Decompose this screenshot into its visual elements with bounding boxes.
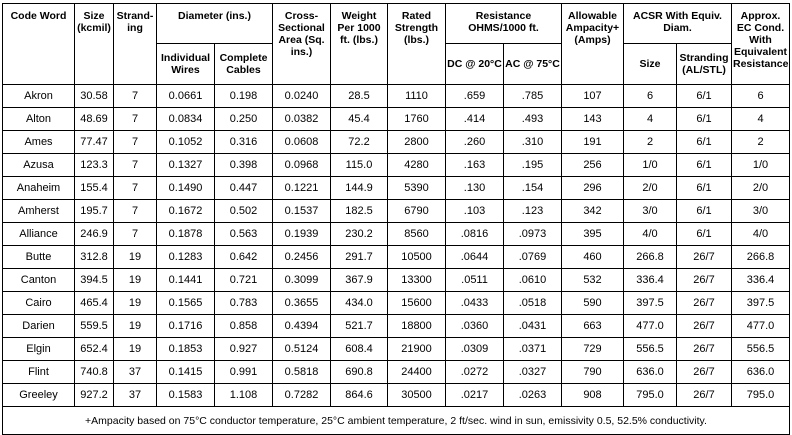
cell-acsr-size: 336.4 (624, 269, 677, 292)
cell-rated-strength: 4280 (388, 154, 446, 177)
cell-dc-resistance: .103 (446, 200, 504, 223)
cell-cross-sectional-area: 0.7282 (273, 384, 331, 407)
cell-ec-cond: 3/0 (732, 200, 790, 223)
cell-individual-wires: 0.1878 (157, 223, 215, 246)
cell-rated-strength: 8560 (388, 223, 446, 246)
cell-ec-cond: 336.4 (732, 269, 790, 292)
header-rated-strength: Rated Strength (lbs.) (388, 4, 446, 85)
conductor-spec-document (2, 3, 789, 427)
cell-size: 740.8 (75, 361, 114, 384)
header-ampacity: Allowable Ampacity+ (Amps) (562, 4, 624, 85)
cell-stranding: 7 (114, 131, 157, 154)
table-footer (3, 407, 790, 435)
cell-ec-cond: 636.0 (732, 361, 790, 384)
cell-complete-cables: 0.398 (215, 154, 273, 177)
cell-ec-cond: 795.0 (732, 384, 790, 407)
cell-code-word: Canton (3, 269, 75, 292)
cell-acsr-stranding: 6/1 (677, 177, 732, 200)
cell-acsr-size: 6 (624, 85, 677, 108)
cell-complete-cables: 1.108 (215, 384, 273, 407)
table-row (3, 108, 790, 131)
cell-ec-cond: 477.0 (732, 315, 790, 338)
cell-individual-wires: 0.1490 (157, 177, 215, 200)
cell-rated-strength: 2800 (388, 131, 446, 154)
cell-weight: 72.2 (331, 131, 388, 154)
header-diameter: Diameter (ins.) (157, 4, 273, 44)
cell-ampacity: 395 (562, 223, 624, 246)
cell-weight: 521.7 (331, 315, 388, 338)
table-body (3, 85, 790, 407)
cell-ac-resistance: .195 (504, 154, 562, 177)
cell-size: 48.69 (75, 108, 114, 131)
cell-complete-cables: 0.502 (215, 200, 273, 223)
cell-ac-resistance: .0327 (504, 361, 562, 384)
cell-individual-wires: 0.1853 (157, 338, 215, 361)
header-acsr-size: Size (624, 44, 677, 85)
cell-size: 246.9 (75, 223, 114, 246)
cell-acsr-size: 636.0 (624, 361, 677, 384)
cell-acsr-stranding: 6/1 (677, 108, 732, 131)
cell-individual-wires: 0.0661 (157, 85, 215, 108)
table-row (3, 361, 790, 384)
cell-cross-sectional-area: 0.2456 (273, 246, 331, 269)
cell-dc-resistance: .0644 (446, 246, 504, 269)
header-size: Size (kcmil) (75, 4, 114, 85)
cell-ac-resistance: .785 (504, 85, 562, 108)
cell-rated-strength: 10500 (388, 246, 446, 269)
cell-size: 195.7 (75, 200, 114, 223)
cell-code-word: Elgin (3, 338, 75, 361)
table-row (3, 269, 790, 292)
cell-weight: 45.4 (331, 108, 388, 131)
cell-ampacity: 590 (562, 292, 624, 315)
cell-size: 465.4 (75, 292, 114, 315)
cell-individual-wires: 0.1583 (157, 384, 215, 407)
footnote: +Ampacity based on 75°C conductor temperature, 25°C ambient temperature, 2 ft/sec. wind in sun, emissivity 0.5, 52.5% conductivity. (3, 407, 790, 435)
header-complete-cables: Complete Cables (215, 44, 273, 85)
cell-acsr-stranding: 6/1 (677, 85, 732, 108)
table-row (3, 200, 790, 223)
cell-complete-cables: 0.858 (215, 315, 273, 338)
cell-size: 394.5 (75, 269, 114, 292)
cell-ac-resistance: .123 (504, 200, 562, 223)
cell-size: 77.47 (75, 131, 114, 154)
cell-ampacity: 296 (562, 177, 624, 200)
cell-individual-wires: 0.1565 (157, 292, 215, 315)
cell-weight: 144.9 (331, 177, 388, 200)
cell-weight: 367.9 (331, 269, 388, 292)
cell-complete-cables: 0.447 (215, 177, 273, 200)
cell-acsr-size: 1/0 (624, 154, 677, 177)
cell-stranding: 7 (114, 108, 157, 131)
cell-individual-wires: 0.1283 (157, 246, 215, 269)
cell-ampacity: 663 (562, 315, 624, 338)
cell-size: 927.2 (75, 384, 114, 407)
cell-code-word: Alliance (3, 223, 75, 246)
cell-rated-strength: 30500 (388, 384, 446, 407)
cell-ac-resistance: .154 (504, 177, 562, 200)
cell-acsr-stranding: 26/7 (677, 269, 732, 292)
header-dc: DC @ 20°C (446, 44, 504, 85)
table-row (3, 292, 790, 315)
cell-complete-cables: 0.316 (215, 131, 273, 154)
table-row (3, 246, 790, 269)
cell-acsr-stranding: 26/7 (677, 292, 732, 315)
cell-ampacity: 107 (562, 85, 624, 108)
cell-complete-cables: 0.927 (215, 338, 273, 361)
cell-cross-sectional-area: 0.4394 (273, 315, 331, 338)
cell-ec-cond: 556.5 (732, 338, 790, 361)
conductor-spec-table (2, 3, 790, 435)
cell-acsr-stranding: 26/7 (677, 246, 732, 269)
cell-rated-strength: 13300 (388, 269, 446, 292)
cell-dc-resistance: .414 (446, 108, 504, 131)
table-row (3, 223, 790, 246)
cell-rated-strength: 1110 (388, 85, 446, 108)
cell-ec-cond: 1/0 (732, 154, 790, 177)
cell-acsr-size: 3/0 (624, 200, 677, 223)
cell-cross-sectional-area: 0.5818 (273, 361, 331, 384)
cell-dc-resistance: .0511 (446, 269, 504, 292)
cell-complete-cables: 0.991 (215, 361, 273, 384)
cell-acsr-size: 477.0 (624, 315, 677, 338)
cell-dc-resistance: .0433 (446, 292, 504, 315)
cell-code-word: Azusa (3, 154, 75, 177)
cell-rated-strength: 6790 (388, 200, 446, 223)
header-weight: Weight Per 1000 ft. (lbs.) (331, 4, 388, 85)
cell-stranding: 7 (114, 154, 157, 177)
cell-size: 155.4 (75, 177, 114, 200)
table-row (3, 177, 790, 200)
cell-acsr-size: 2/0 (624, 177, 677, 200)
cell-cross-sectional-area: 0.1221 (273, 177, 331, 200)
header-resistance: Resistance OHMS/1000 ft. (446, 4, 562, 44)
cell-ampacity: 256 (562, 154, 624, 177)
cell-size: 123.3 (75, 154, 114, 177)
header-acsr: ACSR With Equiv. Diam. (624, 4, 732, 44)
table-row (3, 154, 790, 177)
cell-stranding: 37 (114, 384, 157, 407)
cell-cross-sectional-area: 0.0240 (273, 85, 331, 108)
cell-ac-resistance: .0610 (504, 269, 562, 292)
cell-cross-sectional-area: 0.0968 (273, 154, 331, 177)
cell-ac-resistance: .0371 (504, 338, 562, 361)
cell-individual-wires: 0.0834 (157, 108, 215, 131)
cell-dc-resistance: .0360 (446, 315, 504, 338)
cell-acsr-stranding: 26/7 (677, 315, 732, 338)
cell-cross-sectional-area: 0.0608 (273, 131, 331, 154)
cell-cross-sectional-area: 0.3655 (273, 292, 331, 315)
table-row (3, 85, 790, 108)
cell-stranding: 19 (114, 246, 157, 269)
cell-individual-wires: 0.1441 (157, 269, 215, 292)
cell-acsr-stranding: 26/7 (677, 384, 732, 407)
header-acsr-stranding: Stranding (AL/STL) (677, 44, 732, 85)
header-ac: AC @ 75°C (504, 44, 562, 85)
header-code-word: Code Word (3, 4, 75, 85)
cell-acsr-size: 556.5 (624, 338, 677, 361)
cell-ac-resistance: .0769 (504, 246, 562, 269)
cell-code-word: Anaheim (3, 177, 75, 200)
table-row (3, 315, 790, 338)
cell-acsr-stranding: 6/1 (677, 200, 732, 223)
cell-dc-resistance: .0217 (446, 384, 504, 407)
cell-acsr-size: 397.5 (624, 292, 677, 315)
cell-acsr-stranding: 6/1 (677, 223, 732, 246)
cell-complete-cables: 0.783 (215, 292, 273, 315)
cell-code-word: Alton (3, 108, 75, 131)
cell-ampacity: 143 (562, 108, 624, 131)
table-header (3, 4, 790, 85)
cell-ac-resistance: .0263 (504, 384, 562, 407)
cell-code-word: Butte (3, 246, 75, 269)
cell-stranding: 7 (114, 223, 157, 246)
cell-dc-resistance: .659 (446, 85, 504, 108)
cell-ampacity: 342 (562, 200, 624, 223)
cell-dc-resistance: .260 (446, 131, 504, 154)
cell-code-word: Cairo (3, 292, 75, 315)
cell-stranding: 19 (114, 338, 157, 361)
cell-complete-cables: 0.250 (215, 108, 273, 131)
cell-stranding: 19 (114, 315, 157, 338)
cell-cross-sectional-area: 0.1939 (273, 223, 331, 246)
cell-weight: 864.6 (331, 384, 388, 407)
cell-acsr-size: 266.8 (624, 246, 677, 269)
cell-ac-resistance: .310 (504, 131, 562, 154)
cell-rated-strength: 21900 (388, 338, 446, 361)
cell-complete-cables: 0.721 (215, 269, 273, 292)
cell-acsr-size: 795.0 (624, 384, 677, 407)
cell-weight: 115.0 (331, 154, 388, 177)
cell-ac-resistance: .0973 (504, 223, 562, 246)
cell-cross-sectional-area: 0.0382 (273, 108, 331, 131)
cell-ac-resistance: .493 (504, 108, 562, 131)
cell-code-word: Greeley (3, 384, 75, 407)
cell-ac-resistance: .0518 (504, 292, 562, 315)
header-individual-wires: Individual Wires (157, 44, 215, 85)
cell-stranding: 7 (114, 200, 157, 223)
table-row (3, 131, 790, 154)
cell-ec-cond: 4 (732, 108, 790, 131)
cell-weight: 182.5 (331, 200, 388, 223)
cell-weight: 291.7 (331, 246, 388, 269)
cell-weight: 608.4 (331, 338, 388, 361)
cell-dc-resistance: .130 (446, 177, 504, 200)
header-cross-sectional-area: Cross-Sectional Area (Sq. ins.) (273, 4, 331, 85)
cell-weight: 28.5 (331, 85, 388, 108)
cell-stranding: 7 (114, 85, 157, 108)
header-ec-cond: Approx. EC Cond. With Equivalent Resistance (732, 4, 790, 85)
cell-cross-sectional-area: 0.1537 (273, 200, 331, 223)
cell-weight: 434.0 (331, 292, 388, 315)
cell-size: 652.4 (75, 338, 114, 361)
cell-rated-strength: 18800 (388, 315, 446, 338)
cell-code-word: Darien (3, 315, 75, 338)
cell-ec-cond: 266.8 (732, 246, 790, 269)
header-stranding: Strand-ing (114, 4, 157, 85)
cell-ampacity: 908 (562, 384, 624, 407)
cell-individual-wires: 0.1672 (157, 200, 215, 223)
cell-individual-wires: 0.1415 (157, 361, 215, 384)
cell-size: 30.58 (75, 85, 114, 108)
table-row (3, 338, 790, 361)
cell-code-word: Amherst (3, 200, 75, 223)
cell-weight: 230.2 (331, 223, 388, 246)
cell-stranding: 19 (114, 269, 157, 292)
cell-code-word: Ames (3, 131, 75, 154)
cell-size: 559.5 (75, 315, 114, 338)
cell-stranding: 7 (114, 177, 157, 200)
cell-complete-cables: 0.642 (215, 246, 273, 269)
cell-dc-resistance: .0309 (446, 338, 504, 361)
cell-ec-cond: 2 (732, 131, 790, 154)
cell-ec-cond: 2/0 (732, 177, 790, 200)
cell-cross-sectional-area: 0.3099 (273, 269, 331, 292)
cell-dc-resistance: .0816 (446, 223, 504, 246)
cell-ampacity: 729 (562, 338, 624, 361)
cell-size: 312.8 (75, 246, 114, 269)
cell-acsr-size: 2 (624, 131, 677, 154)
cell-individual-wires: 0.1052 (157, 131, 215, 154)
cell-rated-strength: 1760 (388, 108, 446, 131)
cell-acsr-size: 4/0 (624, 223, 677, 246)
cell-complete-cables: 0.198 (215, 85, 273, 108)
cell-stranding: 19 (114, 292, 157, 315)
cell-ampacity: 191 (562, 131, 624, 154)
cell-ac-resistance: .0431 (504, 315, 562, 338)
cell-ampacity: 532 (562, 269, 624, 292)
cell-acsr-size: 4 (624, 108, 677, 131)
cell-acsr-stranding: 6/1 (677, 131, 732, 154)
cell-code-word: Flint (3, 361, 75, 384)
cell-cross-sectional-area: 0.5124 (273, 338, 331, 361)
cell-ampacity: 460 (562, 246, 624, 269)
cell-dc-resistance: .163 (446, 154, 504, 177)
cell-dc-resistance: .0272 (446, 361, 504, 384)
cell-ec-cond: 6 (732, 85, 790, 108)
cell-complete-cables: 0.563 (215, 223, 273, 246)
cell-rated-strength: 15600 (388, 292, 446, 315)
cell-rated-strength: 24400 (388, 361, 446, 384)
cell-ec-cond: 397.5 (732, 292, 790, 315)
cell-code-word: Akron (3, 85, 75, 108)
cell-ec-cond: 4/0 (732, 223, 790, 246)
table-row (3, 384, 790, 407)
cell-rated-strength: 5390 (388, 177, 446, 200)
cell-ampacity: 790 (562, 361, 624, 384)
cell-stranding: 37 (114, 361, 157, 384)
cell-individual-wires: 0.1716 (157, 315, 215, 338)
cell-acsr-stranding: 26/7 (677, 361, 732, 384)
cell-acsr-stranding: 6/1 (677, 154, 732, 177)
cell-individual-wires: 0.1327 (157, 154, 215, 177)
cell-acsr-stranding: 26/7 (677, 338, 732, 361)
cell-weight: 690.8 (331, 361, 388, 384)
